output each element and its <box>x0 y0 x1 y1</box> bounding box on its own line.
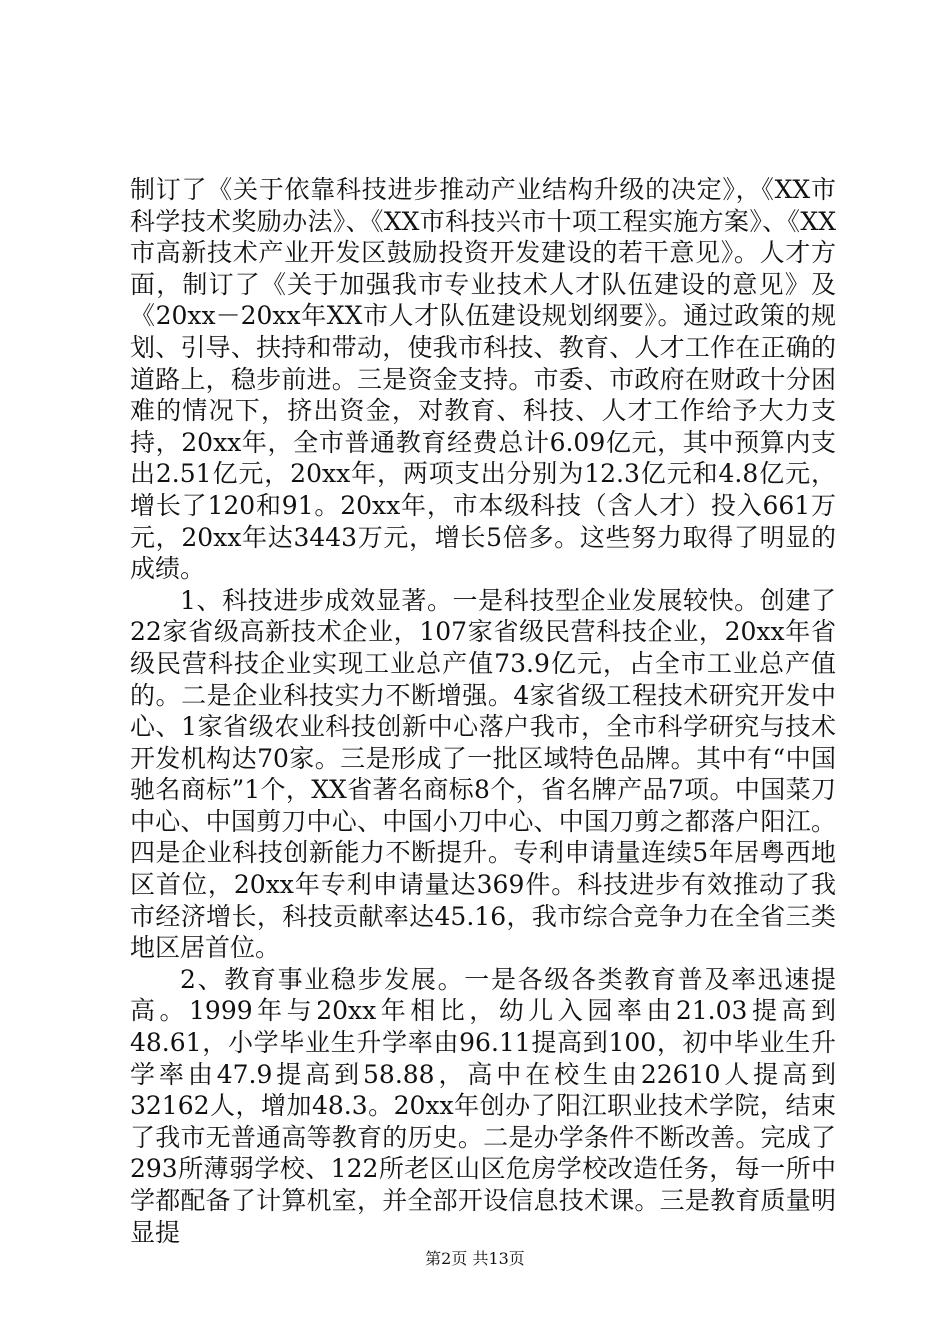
paragraph-policy-funding: 制订了《关于依靠科技进步推动产业结构升级的决定》，《XX市科学技术奖励办法》、《XX市科技兴市十项工程实施方案》、《XX市高新技术产业开发区鼓励投资开发建设的若干意见》。人才方面，制订了《关于加强我市专业技术人才队伍建设的意见》及《20xx－20xx年XX市人才队伍建设规划纲要》。通过政策的规划、引导、扶持和带动，使我市科技、教育、人才工作在正确的道路上，稳步前进。三是资金支持。市委、市政府在财政十分困难的情况下，挤出资金，对教育、科技、人才工作给予大力支持，20xx年，全市普通教育经费总计6.09亿元，其中预算内支出2.51亿元，20xx年，两项支出分别为12.3亿元和4.8亿元，增长了120和91。20xx年，市本级科技（含人才）投入661万元，20xx年达3443万元，增长5倍多。这些努力取得了明显的成绩。 <box>130 175 836 584</box>
page-footer: 第2页 共13页 <box>425 1249 525 1268</box>
paragraph-tech-progress: 1、科技进步成效显著。一是科技型企业发展较快。创建了22家省级高新技术企业，107家省级民营科技企业，20xx年省级民营科技企业实现工业总产值73.9亿元，占全市工业总产值的。二是企业科技实力不断增强。4家省级工程技术研究开发中心、1家省级农业科技创新中心落户我市，全市科学研究与技术开发机构达70家。三是形成了一批区域特色品牌。其中有“中国驰名商标”1个，XX省著名商标8个，省名牌产品7项。中国菜刀中心、中国剪刀中心、中国小刀中心、中国刀剪之都落户阳江。四是企业科技创新能力不断提升。专利申请量连续5年居粤西地区首位，20xx年专利申请量达369件。科技进步有效推动了我市经济增长，科技贡献率达45.16，我市综合竞争力在全省三类地区居首位。 <box>130 585 836 963</box>
paragraph-education: 2、教育事业稳步发展。一是各级各类教育普及率迅速提高。1999年与20xx年相比，幼儿入园率由21.03提高到48.61，小学毕业生升学率由96.11提高到100，初中毕业生升学率由47.9提高到58.88，高中在校生由22610人提高到32162人，增加48.3。20xx年创办了阳江职业技术学院，结束了我市无普通高等教育的历史。二是办学条件不断改善。完成了293所薄弱学校、122所老区山区危房学校改造任务，每一所中学都配备了计算机室，并全部开设信息技术课。三是教育质量明显提 <box>130 964 836 1247</box>
document-body <box>130 174 836 1248</box>
